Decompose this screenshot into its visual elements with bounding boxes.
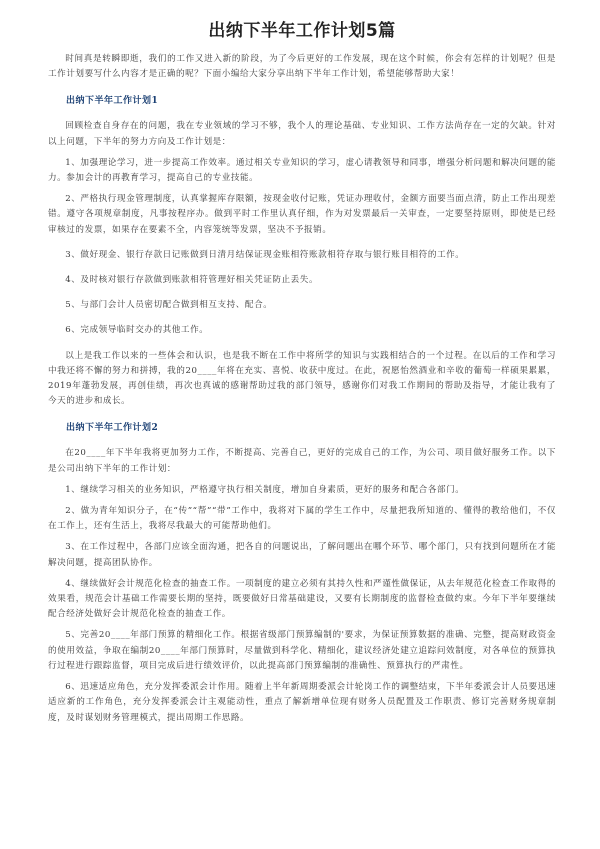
section-1-heading: 出纳下半年工作计划1 xyxy=(66,96,159,107)
section-1-paragraph-6: 5、与部门会计人员密切配合做到相互支持、配合。 xyxy=(65,300,273,311)
section-1-paragraph-7: 6、完成领导临时交办的其他工作。 xyxy=(65,325,209,336)
section-1-paragraph-3: 2、严格执行现金管理制度，认真掌握库存限额，按现金收付记账，凭证办理收付，金额方面要当面点清，防止工作出现差错。遵守各项规章制度，凡事按程序办。做到平时工作里认真仔细，作为对发票最后一关审查，一定要坚持原则，即使是已经审核过的发票，如果存在要素不全，内容笼统等发票，坚决不予报销。 xyxy=(48,194,556,235)
section-2-paragraph-2: 1、继续学习相关的业务知识，严格遵守执行相关制度，增加自身素质，更好的服务和配合各部门。 xyxy=(65,484,465,495)
section-1-paragraph-2: 1、加强理论学习，进一步提高工作效率。通过相关专业知识的学习，虚心请教领导和同事，增强分析问题和解决问题的能力。参加会计的再教育学习，提高自己的专业技能。 xyxy=(48,157,556,184)
section-2-paragraph-4: 3、在工作过程中，各部门应该全面沟通，把各自的问题说出，了解问题出在哪个环节、哪个部门，只有找到问题所在才能解决问题，提高团队协作。 xyxy=(48,542,556,568)
section-1-paragraph-5: 4、及时核对银行存款做到账款相符管理好相关凭证防止丢失。 xyxy=(65,275,319,286)
section-2-heading: 出纳下半年工作计划2 xyxy=(66,423,159,434)
section-2-paragraph-3: 2、做为青年知识分子，在“传”“帮”“带”工作中，我将对下属的学生工作中，尽量把我所知道的、懂得的教给他们，不仅在工作上，还有生活上，我将尽我最大的可能帮助他们。 xyxy=(48,506,556,532)
section-2-paragraph-1: 在20____年下半年我将更加努力工作，不断提高、完善自己，更好的完成自己的工作，为公司、项目做好服务工作。以下是公司出纳下半年的工作计划： xyxy=(48,448,556,474)
section-1-paragraph-8: 以上是我工作以来的一些体会和认识，也是我不断在工作中将所学的知识与实践相结合的一个过程。在以后的工作和学习中我还将不懈的努力和拼搏，我的20____年将在充实、喜悦、收获中度过。在此，祝愿怡然酒业和辛收的葡萄一样硕果累累，2019年蓬勃发展，再创佳绩，再次也真诚的感谢帮助过我的部门领导，感谢你们对我工作期间的帮助及指导，才能让我有了今天的进步和成长。 xyxy=(48,350,556,407)
document-title: 出纳下半年工作计划5篇 xyxy=(208,21,396,41)
section-2-paragraph-6: 5、完善20____年部门预算的精细化工作。根据省级部门预算编制的'要求，为保证预算数据的准确、完整，提高财政资金的使用效益，争取在编制20____年部门预算时，尽量做到科学化、精细化，建议经济处建立追踪问效制度，对各单位的预算执行过程进行跟踪监督，项目完成后进行绩效评价，以此提高部门预算编制的准确性、预算执行的严肃性。 xyxy=(48,630,556,671)
section-1-paragraph-4: 3、做好现金、银行存款日记账做到日清月结保证现金账相符账款相符存取与银行账目相符的工作。 xyxy=(65,249,465,260)
section-1-paragraph-1: 回顾检查自身存在的问题，我在专业领域的学习不够，我个人的理论基础、专业知识、工作方法尚存在一定的欠缺。针对以上问题，下半年的努力方向及工作计划是： xyxy=(48,121,556,147)
section-2-paragraph-5: 4、继续做好会计规范化检查的抽查工作。一项制度的建立必须有其持久性和严谨性做保证，从去年规范化检查工作取得的效果看，规范会计基础工作需要长期的坚持，既要做好日常基础建设，又要有长期制度的监督检查做约束。今年下半年要继续配合经济处做好会计规范化检查的抽查工作。 xyxy=(48,578,556,620)
intro-paragraph: 时间真是转瞬即逝，我们的工作又进入新的阶段，为了今后更好的工作发展，现在这个时候，你会有怎样的计划呢？但是工作计划要写什么内容才是正确的呢？下面小编给大家分享出纳下半年工作计划，希望能够帮助大家！ xyxy=(48,54,556,80)
section-2-paragraph-7: 6、迅速适应角色，充分发挥委派会计作用。随着上半年新周期委派会计轮岗工作的调整结束，下半年委派会计人员要迅速适应新的工作角色，充分发挥委派会计主观能动性，重点了解新增单位现有财务人员配置及工作职责、修订完善财务规章制度，及时谋划财务管理模式，提出周期工作思路。 xyxy=(48,682,556,723)
